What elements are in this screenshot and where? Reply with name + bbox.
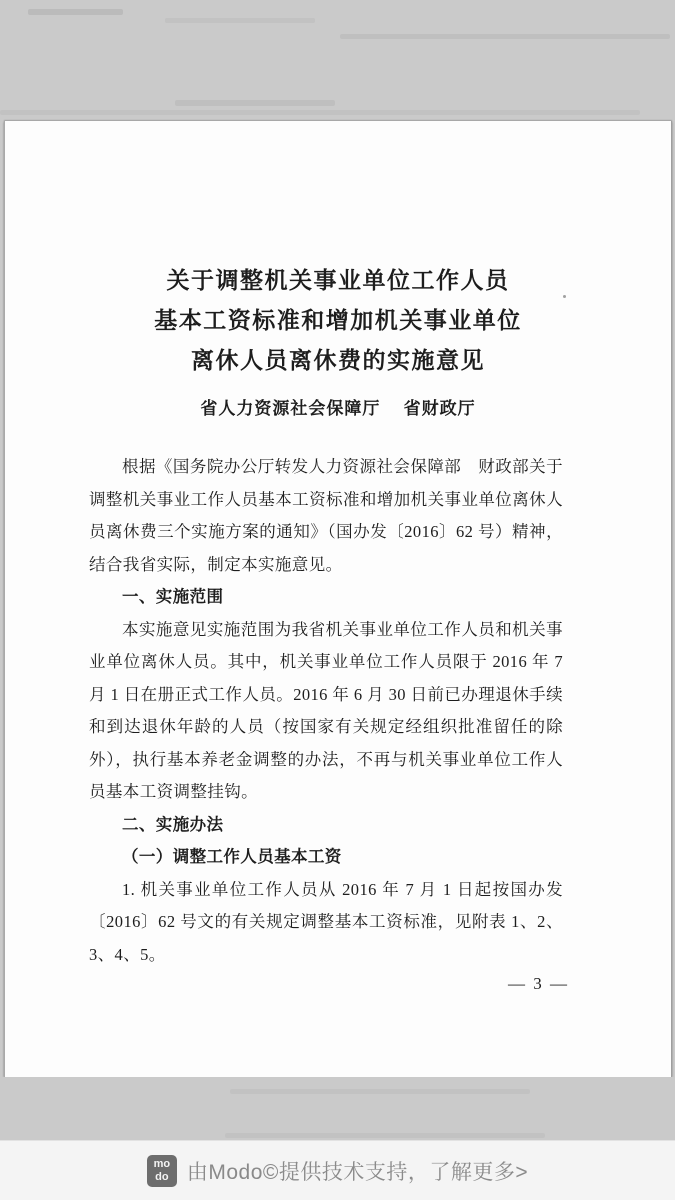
- viewer-backdrop-bottom: [0, 1077, 675, 1140]
- issuing-agencies: 省人力资源社会保障厅 省财政厅: [200, 399, 476, 418]
- paragraph-salary-adjust: 1. 机关事业单位工作人员从 2016 年 7 月 1 日起按国办发〔2016〕62 号文的有关规定调整基本工资标准，见附表 1、2、3、4、5。: [89, 879, 563, 964]
- modo-logo-text-top: mo: [153, 1157, 171, 1170]
- paragraph-basis: 根据《国务院办公厅转发人力资源社会保障部 财政部关于调整机关事业工作人员基本工资标准和增加机关事业单位离休人员离休费三个实施方案的通知》（国办发〔2016〕62 号）精神，结合我省实际，制定本实施意见。: [89, 457, 563, 574]
- section-heading-measures: 二、实施办法: [122, 815, 224, 834]
- scan-artifact: [563, 295, 566, 298]
- modo-promo-link[interactable]: [147, 1155, 528, 1187]
- page-number: — 3 —: [508, 974, 569, 993]
- paragraph-scope: 本实施意见实施范围为我省机关事业单位工作人员和机关事业单位离休人员。其中，机关事业单位工作人员限于 2016 年 7 月 1 日在册正式工作人员。2016 年 6 月 30 日前已办理退休手续和到达退休年龄的人员（按国家有关规定经组织批准留任的除外），执行基本养老金调整的办法，不再与机关事业单位工作人员基本工资调整挂钩。: [89, 619, 563, 801]
- section-heading-scope: 一、实施范围: [122, 588, 224, 606]
- subsection-heading-salary-adjust: （一）调整工作人员基本工资: [122, 847, 342, 866]
- scan-artifact: [165, 18, 315, 23]
- document-title-line-3: 离休人员离休费的实施意见: [191, 348, 485, 373]
- document-body: [5, 421, 671, 971]
- footer-text[interactable]: 由Modo©提供技术支持，了解更多>: [186, 1160, 529, 1184]
- scan-artifact: [225, 1133, 545, 1138]
- scan-artifact: [175, 100, 335, 106]
- scan-artifact: [340, 34, 670, 39]
- modo-logo-text-bottom: do: [155, 1170, 169, 1183]
- document-title: [5, 121, 671, 381]
- scan-artifact: [230, 1089, 530, 1094]
- document-title-line-2: 基本工资标准和增加机关事业单位: [154, 308, 522, 333]
- scan-artifact: [28, 9, 123, 15]
- document-page: [4, 121, 672, 1077]
- scan-artifact: [0, 110, 640, 115]
- viewer-backdrop-top: [0, 0, 675, 121]
- footer-bar: [0, 1140, 675, 1200]
- modo-logo-icon: [147, 1155, 177, 1187]
- document-title-line-1: 关于调整机关事业单位工作人员: [166, 268, 510, 293]
